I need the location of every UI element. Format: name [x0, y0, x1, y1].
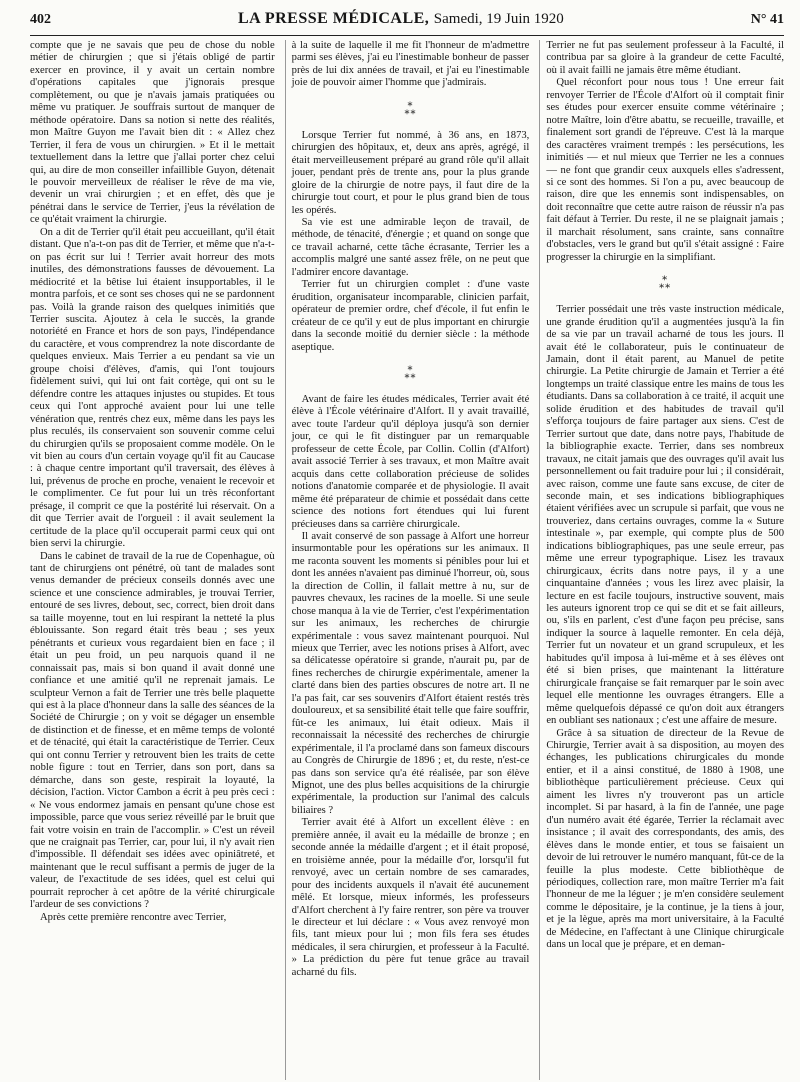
paragraph: Quel réconfort pour nous tous ! Une erreur fait renvoyer Terrier de l'École d'Alfort où il comptait finir ses études pour exercer ensuite comme vétérinaire ; notre Maître, loin d'être abattu, se recueille, travaille, et finalement sort grandi de l'épreuve. C'est là la marque des caractères vraiment trempés : les persécutions, les inimitiés — et nul mieux que Terrier ne les a connues — ne font que grandir ceux auxquels elles s'adressent, si ce sont des hommes. Si l'on a pu, avec beaucoup de raison, dire que les ennemis sont indispensables, on doit reconnaître que cette autre raison de réussir n'a pas fait défaut à Terrier. Du reste, il ne se plaignait jamais ; il marchait résolument, sans crainte, sans connaître d'obstacles, vers le grand but qu'il s'était assigné : Faire progresser la chirurgie en la simplifiant.: [546, 77, 784, 263]
journal-masthead: [238, 10, 564, 28]
paragraph: On a dit de Terrier qu'il était peu accueillant, qu'il était distant. Que n'a-t-on pas dit de Terrier, et même que n'a-t-on pas écrit sur lui ! Terrier avait horreur des mots inutiles, des démonstrations fausses de dévouement. La médiocrité et la bêtise lui étaient insupportables, il le montra parfois, et ce sont ses choses qui ne se pardonnent pas. Voilà la grande raison des quelques inimitiés que Terrier suscita. Ajoutez à cela le succès, la grande notoriété en France et hors de son pays, l'indépendance du caractère, et vous comprendrez la note discordante de quelques envieux. Mais Terrier a eu pendant sa vie un groupe choisi d'élèves, d'amis, qui l'ont toujours fidèlement suivi, qui lui ont fait cortège, qui ont su le défendre contre les attaques injustes ou stupides. Et tous ceux qui l'ont approché avaient pour lui une telle vénération que, rentrés chez eux, même dans les pays les plus reculés, ils conservaient son souvenir comme celui du chirurgien qu'ils se proposaient comme modèle. On le vit bien au cours d'un certain voyage qu'il fit au Caucase : à chaque centre important qu'il traversait, des élèves à lui, prévenus de proche en proche, venaient le recevoir et le complimenter. Ce fut pour lui un très réconfortant présage, il comprit ce que la postérité lui réservait. On a dit que Terrier avait de l'orgueil : il avait seulement la certitude de la place qu'il occuperait parmi ceux qui ont bien servi la chirurgie.: [30, 226, 275, 550]
column-1: [30, 40, 275, 1080]
paragraph: Grâce à sa situation de directeur de la Revue de Chirurgie, Terrier avait à sa disposition, au moyen des échanges, les publications chirurgicales du monde entier, et il a ainsi constitué, de 1880 à 1908, une bibliothèque particulièrement précieuse. Ceux qui aiment les livres n'y trouveront pas un article incomplet. Si par hasard, à la fin de l'année, une page d'un numéro avait été égarée, Terrier la réclamait avec insistance ; il avait des correspondants, des amis, des élèves dans le monde entier, et tous se faisaient un devoir de lui retrouver le numéro manquant, fût-ce de la feuille la plus modeste. Cette bibliothèque de périodiques, collection rare, mon maître Terrier m'a fait l'honneur de me la léguer ; je m'en considère seulement comme le dépositaire, je la continue, je la tiens à jour, et je la lègue, après ma mort universitaire, à la Faculté de Médecine, en l'affectant à une Clinique chirurgicale dans un local que je prépare, et en deman-: [546, 727, 784, 951]
column-3: [539, 40, 784, 1080]
issue-date: Samedi, 19 Juin 1920: [433, 11, 564, 27]
page-number: 402: [30, 12, 51, 27]
paragraph: compte que je ne savais que peu de chose du noble métier de chirurgien ; que si j'étais obligé de partir exercer en province, il y avait un certain nombre d'opérations capitales que j'ignorais presque complètement, ou que je n'avais jamais pratiquées ou même vu pratiquer. Je souffrais surtout de manquer de méthode opératoire. Dans sa notion si nette des réalités, mon Maître Guyon me l'avait bien dit : « Allez chez Terrier, il fera de vous un chirurgien. » Et il le mettait textuellement dans la lettre que j'allai porter chez celui qui, au dire de mon conseiller infaillible Guyon, détenait le pouvoir merveilleux de réaliser le rêve de ma vie, devenir un vrai chirurgien ; et en effet, dès que je pénétrai dans le service de Terrier, j'eus la révélation de ce qu'était vraiment la chirurgie.: [30, 40, 275, 226]
section-separator: * **: [404, 364, 417, 384]
journal-title: LA PRESSE MÉDICALE,: [237, 10, 430, 27]
paragraph: Terrier ne fut pas seulement professeur à la Faculté, il contribua par sa gloire à la grandeur de cette Faculté, où il avait failli ne jamais être même étudiant.: [546, 40, 784, 76]
section-separator: * **: [659, 275, 672, 295]
paragraph: Sa vie est une admirable leçon de travail, de méthode, de ténacité, d'énergie ; et quand on songe que ce travail acharné, cette tâche écrasante, Terrier les a accomplis malgré une santé assez frêle, on ne peut que l'admirer encore davantage.: [291, 216, 530, 278]
paragraph: Dans le cabinet de travail de la rue de Copenhague, où tant de chirurgiens ont pénétré, où tant de malades sont venus demander de précieux conseils donnés avec une science et une conscience admirables, je trouvai Terrier, entouré de ses livres, debout, sec, correct, bien droit dans sa taille moyenne, tout en lui respirant la netteté la plus éblouissante. Son regard était très beau ; ses yeux pénétrants et curieux vous regardaient bien en face ; il était un peu froid, un peu narquois quand il ne connaissait pas, mais si bon quand il avait donné une confiance et une amitié qu'il ne reprenait jamais. Le sculpteur Vernon a fait de Terrier une très belle plaquette qui est à la place d'honneur dans la salle des séances de la Société de Chirurgie ; on y voit se dégager un ensemble de distinction et de finesse, et en même temps de volonté et de ténacité, qui était la caractéristique de Terrier. Ceux qui ont connu Terrier y retrouvent bien les traits de cette noble figure : tout en Terrier, dans son port, dans sa démarche, dans son geste, respirait la loyauté, la décision, l'action. Victor Cambon a écrit à peu près ceci : « Ne vous endormez jamais en pensant qu'une chose est impossible, parce que vous seriez réveillé par le bruit que fait votre voisin en train de l'accomplir. » C'est un réveil que ne craignait pas Terrier, car, pour lui, il n'y avait rien d'impossible. Il défendait ses idées avec opiniâtreté, et maintenant que le recul suffisant a permis de juger de la valeur, de l'exactitude de ses idées, quel est celui qui pourrait reprocher à cet apôtre de la vérité chirurgicale l'ardeur de ses convictions ?: [30, 550, 275, 911]
paragraph: Terrier fut un chirurgien complet : d'une vaste érudition, organisateur incomparable, clinicien parfait, opérateur de premier ordre, chef d'école, il fut enfin le créateur de ce qu'il y eut de plus important en chirurgie dans la seconde moitié du dernier siècle : la méthode aseptique.: [291, 279, 530, 353]
paragraph: Terrier avait été à Alfort un excellent élève : en première année, il avait eu la médaille de bronze ; en seconde année la médaille d'argent ; et il était proposé, en troisième année, pour la médaille d'or, lorsqu'il fut renvoyé, avec un certain nombre de ses camarades, pour des incidents auxquels il n'avait été aucunement mêlé. Et lorsque, mieux informés, les professeurs d'Alfort cherchent à l'y faire rentrer, son père va trouver le directeur et lui déclare : « Vous avez renvoyé mon fils, tant mieux pour lui ; mon fils fera ses études médicales, il sera chirurgien, et professeur à la Faculté. » La prédiction du père fut tenue grâce au travail acharné du fils.: [291, 817, 530, 978]
page-header: [30, 10, 784, 36]
paragraph: Avant de faire les études médicales, Terrier avait été élève à l'École vétérinaire d'Alfort. Il y avait travaillé, avec toute l'ardeur qu'il déploya jusqu'à son dernier jour, ce qui le fit distinguer par un remarquable professeur de cette École, par Collin. Collin (d'Alfort) avait associé Terrier à ses travaux, et mon Maître avait acquis dans cette collaboration précieuse de solides notions d'anatomie comparée et de physiologie. Il avait même été préparateur de chimie et possédait dans cette science des notions fort étendues qui lui furent précieuses dans sa carrière chirurgicale.: [291, 393, 530, 530]
column-2: [285, 40, 530, 1080]
section-separator: * **: [404, 100, 417, 120]
article-columns: [30, 40, 784, 1080]
issue-number: N° 41: [750, 12, 784, 27]
paragraph: Il avait conservé de son passage à Alfort une horreur insurmontable pour les opérations sur les animaux. Il me raconta souvent les moments si pénibles pour lui et dont les années n'avaient pas diminué l'horreur, où, sous la direction de Collin, il fallait mettre à nu, sur de pauvres chevaux, les racines de la moelle. Si une seule chose manqua à la vie de Terrier, c'est l'expérimentation sur les animaux, les recherches de chirurgie expérimentale : vous savez maintenant pourquoi. Nul mieux que Terrier, avec les notions prises à Alfort, avec sa délicatesse opératoire si grande, n'aurait pu, par de fines recherches de chirurgie expérimentale, amener la clarté dans bien des parties obscures de notre art. Il ne l'a pas fait, car ses souvenirs d'Alfort étaient restés très douloureux, et sa sensibilité était telle que faire souffrir, fût-ce les animaux, lui était odieux. Mais il reconnaissait la nécessité des recherches de chirurgie expérimentale, il l'a proclamé dans son fameux discours au Congrès de Chirurgie de 1896 ; et, du reste, n'est-ce pas dans son service qu'a été réalisée, par son élève Mignot, une des plus belles acquisitions de la chirurgie expérimentale, la production sur l'animal des calculs biliaires ?: [291, 530, 530, 816]
paragraph: Terrier possédait une très vaste instruction médicale, une grande érudition qu'il a augmentées jusqu'à la fin de sa vie par un travail acharné de tous les jours. Il avait été le collaborateur, puis le continuateur de Jamain, dont il était parent, au Manuel de petite chirurgie. La Petite chirurgie de Jamain et Terrier a été longtemps un traité classique entre les mains de tous les étudiants. Dans sa collaboration à ce traité, il acquit une solide érudition et des habitudes de travail qu'il s'efforça toujours de faire partager aux siens. C'est de Terrier surtout que date, dans notre pays, l'habitude de la bibliographie exacte. Terrier, dans ses nombreux travaux, ne citait jamais que des ouvrages qu'il avait lus personnellement ou fait traduire pour lui ; il considérait, avec raison, comme une faute sans excuse, de citer de seconde main, et ses indications bibliographiques étaient vérifiées avec un scrupule si parfait, que vous ne trouveriez, dans certains ouvrages, comme la « Suture intestinale », par exemple, qui compte plus de 500 indications bibliographiques, pas une seule erreur, pas même une erreur typographique. Lisez les travaux chirurgicaux, écrits dans notre pays, il y a une cinquantaine d'années ; vous les lirez avec plaisir, la lecture en est facile toujours, instructive souvent, mais les auteurs ignorent trop ce qui se dit et se fait ailleurs, ou, s'ils en parlent, c'est d'une façon peu précise, sans indiquer la source à laquelle remonter. En cela déjà, Terrier fut un novateur et un grand scrupuleux, et les habitudes qu'il imposa à lui-même et à ses élèves ont été si bien prises, que maintenant la littérature chirurgicale française se fait remarquer par le soin avec lequel elle mentionne les ouvrages étrangers. Elle a même quelquefois dépassé ce qu'on doit aux étrangers en oubliant ses nationaux ; c'est une affaire de mesure.: [546, 304, 784, 727]
paragraph: à la suite de laquelle il me fit l'honneur de m'admettre parmi ses élèves, j'ai eu l'inestimable bonheur de passer près de lui dix années de travail, et j'ai eu l'inestimable joie de pouvoir aimer l'homme que j'admirais.: [291, 40, 530, 89]
paragraph: Après cette première rencontre avec Terrier,: [40, 911, 227, 923]
paragraph: Lorsque Terrier fut nommé, à 36 ans, en 1873, chirurgien des hôpitaux, et, deux ans après, agrégé, il était merveilleusement préparé au grand rôle qu'il allait jouer, pendant près de trente ans, pour la plus grande gloire de la chirurgie de notre pays, il faut dire de la chirurgie tout court, et pour le plus grand bien de tous les opérés.: [291, 129, 530, 216]
